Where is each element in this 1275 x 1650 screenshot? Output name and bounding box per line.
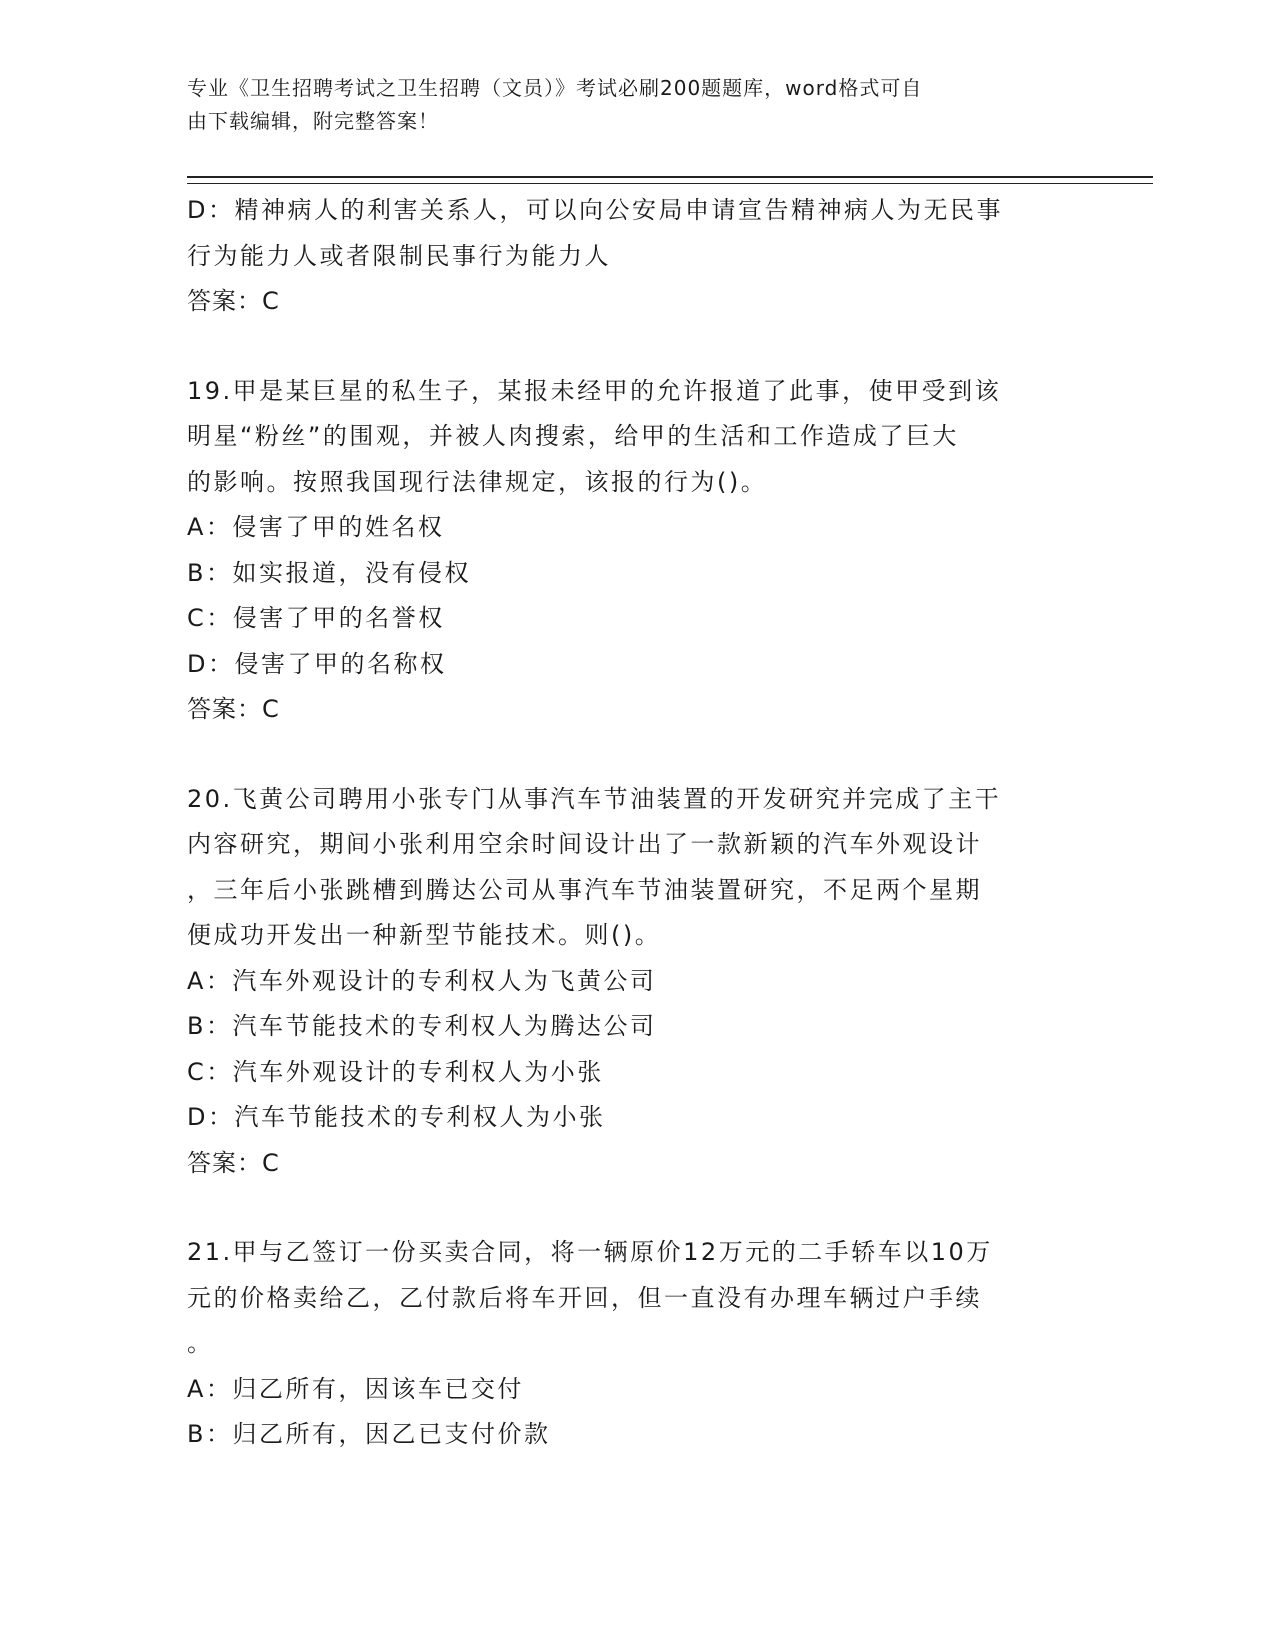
answer-line: 答案：C <box>187 287 280 315</box>
option-d: D：精神病人的利害关系人，可以向公安局申请宣告精神病人为无民事 <box>187 196 1003 224</box>
question-list <box>187 188 1067 1458</box>
question-20 <box>187 777 1067 1187</box>
header-line-2: 由下载编辑，附完整答案！ <box>187 109 439 133</box>
option-b: B：汽车节能技术的专利权人为腾达公司 <box>187 1012 657 1040</box>
spacer <box>187 325 1067 369</box>
spacer <box>187 1186 1067 1230</box>
question-stem: 元的价格卖给乙，乙付款后将车开回，但一直没有办理车辆过户手续 <box>187 1283 982 1312</box>
question-stem: 。 <box>187 1329 214 1357</box>
question-stem: 21.甲与乙签订一份买卖合同，将一辆原价12万元的二手轿车以10万 <box>187 1238 993 1266</box>
answer-line: 答案：C <box>187 1148 280 1177</box>
option-d: D：侵害了甲的名称权 <box>187 649 447 678</box>
document-header <box>187 72 1067 138</box>
answer-line: 答案：C <box>187 695 280 723</box>
spacer <box>187 733 1067 777</box>
option-d: D：汽车节能技术的专利权人为小张 <box>187 1103 606 1131</box>
header-divider-thin <box>187 183 1153 184</box>
header-divider-thick <box>187 176 1153 178</box>
question-stem: 内容研究，期间小张利用空余时间设计出了一款新颖的汽车外观设计 <box>187 830 982 858</box>
question-stem: 19.甲是某巨星的私生子，某报未经甲的允许报道了此事，使甲受到该 <box>187 376 1002 405</box>
question-stem: 20.飞黄公司聘用小张专门从事汽车节油装置的开发研究并完成了主干 <box>187 784 1002 813</box>
question-stem: 便成功开发出一种新型节能技术。则()。 <box>187 921 662 949</box>
option-d-continued: 行为能力人或者限制民事行为能力人 <box>187 241 611 270</box>
option-a: A：归乙所有，因该车已交付 <box>187 1374 524 1403</box>
question-stem: 的影响。按照我国现行法律规定，该报的行为()。 <box>187 467 768 496</box>
header-line-1: 专业《卫生招聘考试之卫生招聘（文员）》考试必刷200题题库，word格式可自 <box>187 76 923 100</box>
option-b: B：归乙所有，因乙已支付价款 <box>187 1420 551 1448</box>
option-a: A：汽车外观设计的专利权人为飞黄公司 <box>187 966 657 995</box>
option-a: A：侵害了甲的姓名权 <box>187 513 445 541</box>
question-19 <box>187 369 1067 733</box>
question-stem: ，三年后小张跳槽到腾达公司从事汽车节油装置研究，不足两个星期 <box>187 875 982 904</box>
option-c: C：汽车外观设计的专利权人为小张 <box>187 1057 604 1086</box>
question-stem: 明星“粉丝”的围观，并被人肉搜索，给甲的生活和工作造成了巨大 <box>187 422 959 450</box>
question-18-tail <box>187 188 1067 325</box>
option-b: B：如实报道，没有侵权 <box>187 558 471 587</box>
option-c: C：侵害了甲的名誉权 <box>187 604 445 632</box>
question-21 <box>187 1230 1067 1458</box>
